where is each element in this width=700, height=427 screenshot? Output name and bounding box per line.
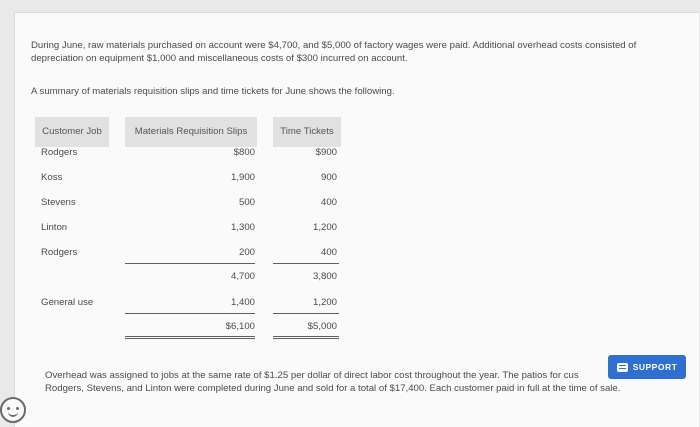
double-rule-time-1 bbox=[273, 336, 339, 337]
summary-paragraph: A summary of materials requisition slips and time tickets for June shows the following. bbox=[31, 86, 395, 97]
double-rule-materials-2 bbox=[125, 338, 255, 339]
overhead-line-1: Overhead was assigned to jobs at the same rate of $1.25 per dollar of direct labor cost throughout the year. The patios for cus bbox=[45, 370, 579, 381]
row-1-time: $900 bbox=[315, 147, 337, 158]
total-time: $5,000 bbox=[307, 321, 337, 332]
row-1-customer: Rodgers bbox=[41, 147, 78, 158]
total-materials: $6,100 bbox=[225, 321, 255, 332]
row-5-materials: 200 bbox=[238, 247, 255, 258]
smiley-help-icon[interactable] bbox=[0, 397, 26, 423]
row-4-customer: Linton bbox=[41, 222, 68, 233]
header-customer-job: Customer Job bbox=[35, 117, 109, 147]
intro-paragraph: During June, raw materials purchased on account were $4,700, and $5,000 of factory wages were paid. Additional overhead costs consisted of depreciation on equipment $1,000 and miscellaneous costs of $300 incurred on account. bbox=[31, 40, 637, 64]
row-2-customer: Koss bbox=[41, 172, 63, 183]
subtotal-materials: 4,700 bbox=[230, 271, 255, 282]
subtotal-time: 3,800 bbox=[312, 271, 337, 282]
row-3-customer: Stevens bbox=[41, 197, 76, 208]
row-2-materials: 1,900 bbox=[230, 172, 255, 183]
subtotal-rule-time bbox=[273, 263, 339, 264]
row-5-customer: Rodgers bbox=[41, 247, 78, 258]
support-button[interactable] bbox=[608, 355, 686, 379]
general-use-time: 1,200 bbox=[312, 297, 337, 308]
subtotal-rule-materials bbox=[125, 263, 255, 264]
double-rule-time-2 bbox=[273, 338, 339, 339]
row-4-time: 1,200 bbox=[312, 222, 337, 233]
row-4-materials: 1,300 bbox=[230, 222, 255, 233]
header-materials-requisition: Materials Requisition Slips bbox=[125, 117, 257, 147]
general-use-label: General use bbox=[41, 297, 94, 308]
row-1-materials: $800 bbox=[233, 147, 255, 158]
total-rule-materials bbox=[125, 313, 255, 314]
general-use-materials: 1,400 bbox=[230, 297, 255, 308]
total-rule-time bbox=[273, 313, 339, 314]
support-label: SUPPORT bbox=[632, 362, 678, 372]
header-time-tickets: Time Tickets bbox=[273, 117, 341, 147]
row-5-time: 400 bbox=[320, 247, 337, 258]
overhead-paragraph bbox=[45, 369, 685, 395]
overhead-line-2: Rodgers, Stevens, and Linton were completed during June and sold for a total of $17,400. Each customer paid in full at the time of sale. bbox=[45, 383, 621, 394]
problem-card bbox=[14, 12, 699, 427]
row-3-time: 400 bbox=[320, 197, 337, 208]
row-2-time: 900 bbox=[320, 172, 337, 183]
double-rule-materials-1 bbox=[125, 336, 255, 337]
row-3-materials: 500 bbox=[238, 197, 255, 208]
chat-icon bbox=[617, 363, 628, 372]
